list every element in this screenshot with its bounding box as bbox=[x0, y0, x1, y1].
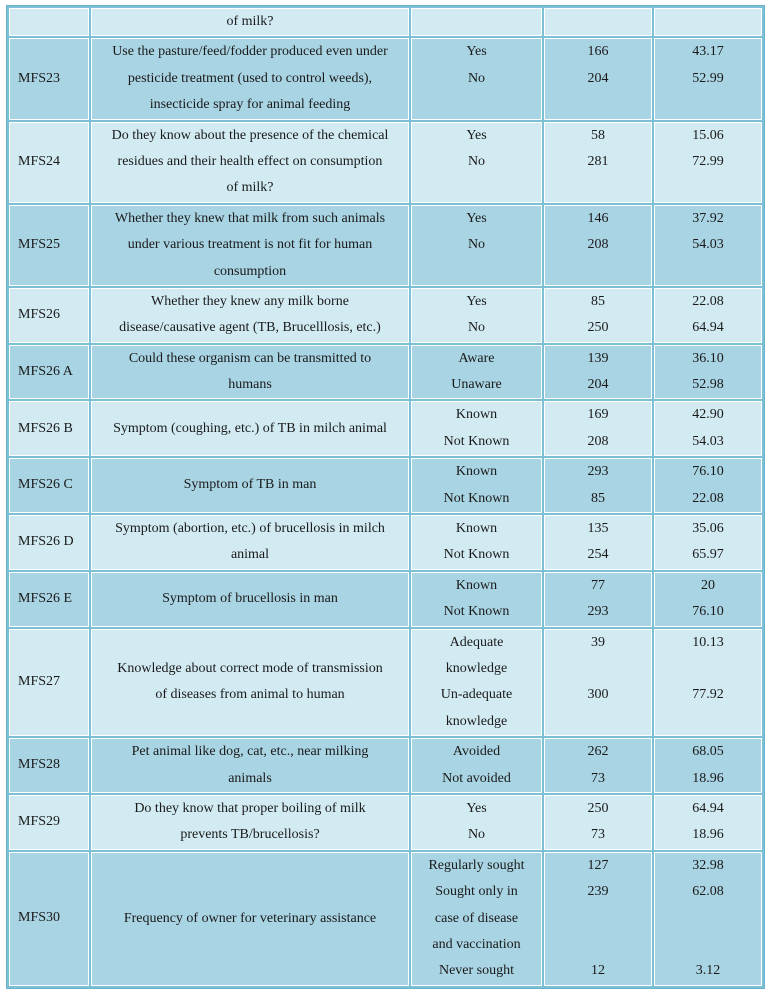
table-row bbox=[9, 8, 762, 36]
row-code-cell: MFS29 bbox=[9, 795, 89, 850]
percent-cell bbox=[654, 122, 762, 203]
count-line: 135 bbox=[587, 521, 609, 537]
option-cell bbox=[411, 738, 542, 793]
percent-line: 37.92 bbox=[692, 210, 724, 226]
question-line: Symptom of brucellosis in man bbox=[162, 591, 338, 606]
row-code-cell: MFS26 C bbox=[9, 458, 89, 513]
count-line: 146 bbox=[587, 210, 609, 226]
option-line bbox=[416, 259, 537, 285]
table-row bbox=[9, 852, 762, 986]
count-line: 204 bbox=[587, 70, 609, 86]
count-line: 139 bbox=[587, 350, 609, 366]
percent-line: 64.94 bbox=[692, 320, 724, 336]
count-line: 166 bbox=[587, 44, 609, 60]
row-code-cell: MFS26 E bbox=[9, 572, 89, 627]
option-cell bbox=[411, 515, 542, 570]
count-line: 77 bbox=[591, 577, 605, 593]
percent-line: 15.06 bbox=[692, 127, 724, 143]
question-line: of milk? bbox=[226, 180, 274, 196]
row-code-cell: MFS26 D bbox=[9, 515, 89, 570]
row-code-cell: MFS25 bbox=[9, 205, 89, 286]
percent-line: 35.06 bbox=[692, 521, 724, 537]
percent-line bbox=[659, 656, 757, 682]
percent-line: 52.98 bbox=[692, 377, 724, 393]
table-row bbox=[9, 458, 762, 513]
option-line: Known bbox=[455, 521, 498, 537]
row-code-cell: MFS30 bbox=[9, 852, 89, 986]
row-code-cell: MFS27 bbox=[9, 629, 89, 737]
count-cell bbox=[544, 795, 652, 850]
percent-line: 32.98 bbox=[692, 857, 724, 873]
count-line: 293 bbox=[587, 464, 609, 480]
count-line: 239 bbox=[587, 884, 609, 900]
percent-cell bbox=[654, 629, 762, 737]
count-cell bbox=[544, 8, 652, 36]
count-cell bbox=[544, 629, 652, 737]
question-line: humans bbox=[228, 377, 272, 393]
option-line: Known bbox=[455, 407, 498, 423]
percent-line bbox=[659, 92, 757, 118]
option-cell bbox=[411, 795, 542, 850]
count-line bbox=[549, 906, 647, 932]
count-line: 169 bbox=[587, 407, 609, 423]
count-cell bbox=[544, 345, 652, 400]
percent-line: 62.08 bbox=[692, 884, 724, 900]
percent-line: 72.99 bbox=[692, 153, 724, 169]
count-line: 39 bbox=[591, 634, 605, 650]
option-line: Avoided bbox=[452, 744, 501, 760]
count-cell bbox=[544, 205, 652, 286]
percent-line: 36.10 bbox=[692, 350, 724, 366]
question-cell bbox=[91, 38, 409, 119]
count-line: 58 bbox=[591, 127, 605, 143]
count-cell bbox=[544, 401, 652, 456]
option-line: Yes bbox=[466, 800, 487, 816]
question-line: Pet animal like dog, cat, etc., near milking bbox=[131, 744, 369, 760]
option-line: Yes bbox=[466, 293, 487, 309]
percent-cell bbox=[654, 572, 762, 627]
count-line: 208 bbox=[587, 433, 609, 449]
percent-cell bbox=[654, 852, 762, 986]
option-line: Known bbox=[455, 577, 498, 593]
option-cell bbox=[411, 852, 542, 986]
percent-line: 64.94 bbox=[692, 800, 724, 816]
question-line: Could these organism can be transmitted to bbox=[128, 350, 372, 366]
question-line: pesticide treatment (used to control weeds), bbox=[127, 70, 373, 86]
question-line: prevents TB/brucellosis? bbox=[180, 827, 320, 843]
table-row bbox=[9, 345, 762, 400]
count-line: 293 bbox=[587, 604, 609, 620]
row-code-cell bbox=[9, 8, 89, 36]
percent-cell bbox=[654, 515, 762, 570]
question-cell bbox=[91, 205, 409, 286]
percent-line: 18.96 bbox=[692, 827, 724, 843]
question-line: Symptom (coughing, etc.) of TB in milch animal bbox=[113, 420, 387, 436]
percent-line bbox=[659, 709, 757, 735]
question-line: of milk? bbox=[226, 14, 274, 29]
option-line: and vaccination bbox=[432, 936, 521, 952]
count-line: 85 bbox=[591, 293, 605, 309]
count-line bbox=[549, 656, 647, 682]
option-line: Yes bbox=[466, 127, 487, 143]
question-line: Knowledge about correct mode of transmission bbox=[117, 660, 383, 676]
option-line: case of disease bbox=[434, 910, 519, 926]
row-code-cell: MFS28 bbox=[9, 738, 89, 793]
table-row bbox=[9, 629, 762, 737]
percent-line: 76.10 bbox=[692, 604, 724, 620]
percent-cell bbox=[654, 205, 762, 286]
percent-line: 42.90 bbox=[692, 407, 724, 423]
option-line: No bbox=[467, 320, 486, 336]
count-line bbox=[549, 92, 647, 118]
option-cell bbox=[411, 401, 542, 456]
survey-table bbox=[6, 5, 765, 989]
percent-line: 68.05 bbox=[692, 744, 724, 760]
question-line: Do they know about the presence of the chemical bbox=[111, 127, 389, 143]
count-line: 250 bbox=[587, 320, 609, 336]
table-row bbox=[9, 205, 762, 286]
percent-cell bbox=[654, 795, 762, 850]
question-line: consumption bbox=[213, 263, 287, 279]
option-line bbox=[416, 9, 537, 35]
count-line bbox=[549, 932, 647, 958]
question-cell bbox=[91, 401, 409, 456]
option-cell bbox=[411, 122, 542, 203]
option-line: Never sought bbox=[438, 963, 515, 979]
option-line: No bbox=[467, 827, 486, 843]
percent-line: 22.08 bbox=[692, 490, 724, 506]
table-row bbox=[9, 795, 762, 850]
option-line: No bbox=[467, 237, 486, 253]
count-cell bbox=[544, 852, 652, 986]
percent-line: 18.96 bbox=[692, 770, 724, 786]
option-line bbox=[416, 92, 537, 118]
question-line: insecticide spray for animal feeding bbox=[149, 97, 351, 113]
question-line: disease/causative agent (TB, Brucelllosis, etc.) bbox=[119, 320, 381, 336]
option-line: Un-adequate bbox=[440, 687, 513, 703]
count-line: 127 bbox=[587, 857, 609, 873]
count-cell bbox=[544, 515, 652, 570]
survey-table-body bbox=[9, 8, 762, 986]
question-line: Do they know that proper boiling of milk bbox=[134, 800, 366, 816]
option-cell bbox=[411, 572, 542, 627]
table-row bbox=[9, 288, 762, 343]
percent-line: 65.97 bbox=[692, 547, 724, 563]
row-code-cell: MFS26 A bbox=[9, 345, 89, 400]
option-cell bbox=[411, 345, 542, 400]
option-line: Regularly sought bbox=[428, 857, 525, 873]
option-cell bbox=[411, 8, 542, 36]
option-line: knowledge bbox=[445, 660, 508, 676]
count-cell bbox=[544, 288, 652, 343]
question-line: Use the pasture/feed/fodder produced even under bbox=[112, 44, 388, 60]
option-line: Sought only in bbox=[435, 884, 518, 900]
option-cell bbox=[411, 205, 542, 286]
question-cell bbox=[91, 8, 409, 36]
option-line: Not Known bbox=[443, 604, 510, 620]
count-line: 300 bbox=[587, 687, 609, 703]
percent-line: 22.08 bbox=[692, 293, 724, 309]
question-cell bbox=[91, 795, 409, 850]
count-line: 254 bbox=[587, 547, 609, 563]
option-line: Yes bbox=[466, 44, 487, 60]
option-cell bbox=[411, 458, 542, 513]
count-line bbox=[549, 175, 647, 201]
option-line: Adequate bbox=[449, 634, 504, 650]
count-line: 73 bbox=[591, 770, 605, 786]
question-cell bbox=[91, 345, 409, 400]
count-line: 73 bbox=[591, 827, 605, 843]
table-row bbox=[9, 572, 762, 627]
option-line: Unaware bbox=[451, 377, 502, 393]
count-cell bbox=[544, 38, 652, 119]
count-line: 12 bbox=[591, 963, 605, 979]
percent-cell bbox=[654, 38, 762, 119]
question-cell bbox=[91, 288, 409, 343]
percent-line: 20 bbox=[701, 577, 715, 593]
percent-line: 76.10 bbox=[692, 464, 724, 480]
percent-line: 52.99 bbox=[692, 70, 724, 86]
question-cell bbox=[91, 458, 409, 513]
option-line: Aware bbox=[458, 350, 495, 366]
count-line: 208 bbox=[587, 237, 609, 253]
table-row bbox=[9, 738, 762, 793]
count-line: 250 bbox=[587, 800, 609, 816]
count-cell bbox=[544, 122, 652, 203]
row-code-cell: MFS26 B bbox=[9, 401, 89, 456]
row-code-cell: MFS24 bbox=[9, 122, 89, 203]
question-line: of diseases from animal to human bbox=[155, 687, 345, 703]
percent-cell bbox=[654, 458, 762, 513]
table-row bbox=[9, 38, 762, 119]
percent-cell bbox=[654, 738, 762, 793]
count-line: 204 bbox=[587, 377, 609, 393]
count-cell bbox=[544, 458, 652, 513]
count-cell bbox=[544, 572, 652, 627]
percent-line: 3.12 bbox=[695, 963, 721, 979]
option-line: Known bbox=[455, 464, 498, 480]
option-line: Not Known bbox=[443, 433, 510, 449]
count-line bbox=[549, 709, 647, 735]
question-line: animal bbox=[230, 547, 270, 563]
question-line: Frequency of owner for veterinary assistance bbox=[123, 910, 377, 926]
percent-line bbox=[659, 175, 757, 201]
question-cell bbox=[91, 852, 409, 986]
option-line: Yes bbox=[466, 210, 487, 226]
option-line: knowledge bbox=[445, 713, 508, 729]
percent-line bbox=[659, 906, 757, 932]
count-line bbox=[549, 9, 647, 35]
percent-line: 54.03 bbox=[692, 433, 724, 449]
option-line: Not Known bbox=[443, 547, 510, 563]
percent-cell bbox=[654, 345, 762, 400]
count-line: 281 bbox=[587, 153, 609, 169]
question-cell bbox=[91, 572, 409, 627]
percent-cell bbox=[654, 401, 762, 456]
row-code-cell: MFS26 bbox=[9, 288, 89, 343]
option-line: Not Known bbox=[443, 490, 510, 506]
option-line: No bbox=[467, 153, 486, 169]
option-cell bbox=[411, 629, 542, 737]
count-cell bbox=[544, 738, 652, 793]
option-line: Not avoided bbox=[442, 770, 511, 786]
question-line: Whether they knew that milk from such animals bbox=[114, 210, 386, 226]
percent-line: 10.13 bbox=[692, 634, 724, 650]
question-line: Symptom (abortion, etc.) of brucellosis in milch bbox=[115, 521, 385, 537]
option-cell bbox=[411, 288, 542, 343]
percent-line: 54.03 bbox=[692, 237, 724, 253]
percent-line bbox=[659, 932, 757, 958]
question-line: under various treatment is not fit for human bbox=[127, 237, 373, 253]
question-cell bbox=[91, 515, 409, 570]
question-line: Symptom of TB in man bbox=[183, 477, 317, 493]
percent-line: 43.17 bbox=[692, 44, 724, 60]
count-line: 262 bbox=[587, 744, 609, 760]
table-row bbox=[9, 122, 762, 203]
question-cell bbox=[91, 122, 409, 203]
percent-line bbox=[659, 9, 757, 35]
question-cell bbox=[91, 629, 409, 737]
table-row bbox=[9, 401, 762, 456]
row-code-cell: MFS23 bbox=[9, 38, 89, 119]
percent-line: 77.92 bbox=[692, 687, 724, 703]
question-line: Whether they knew any milk borne bbox=[151, 293, 349, 309]
option-line: No bbox=[467, 70, 486, 86]
question-line: residues and their health effect on consumption bbox=[117, 153, 383, 169]
table-row bbox=[9, 515, 762, 570]
count-line: 85 bbox=[591, 490, 605, 506]
percent-cell bbox=[654, 8, 762, 36]
option-cell bbox=[411, 38, 542, 119]
percent-line bbox=[659, 259, 757, 285]
question-line: animals bbox=[228, 770, 272, 786]
percent-cell bbox=[654, 288, 762, 343]
count-line bbox=[549, 259, 647, 285]
question-cell bbox=[91, 738, 409, 793]
option-line bbox=[416, 175, 537, 201]
